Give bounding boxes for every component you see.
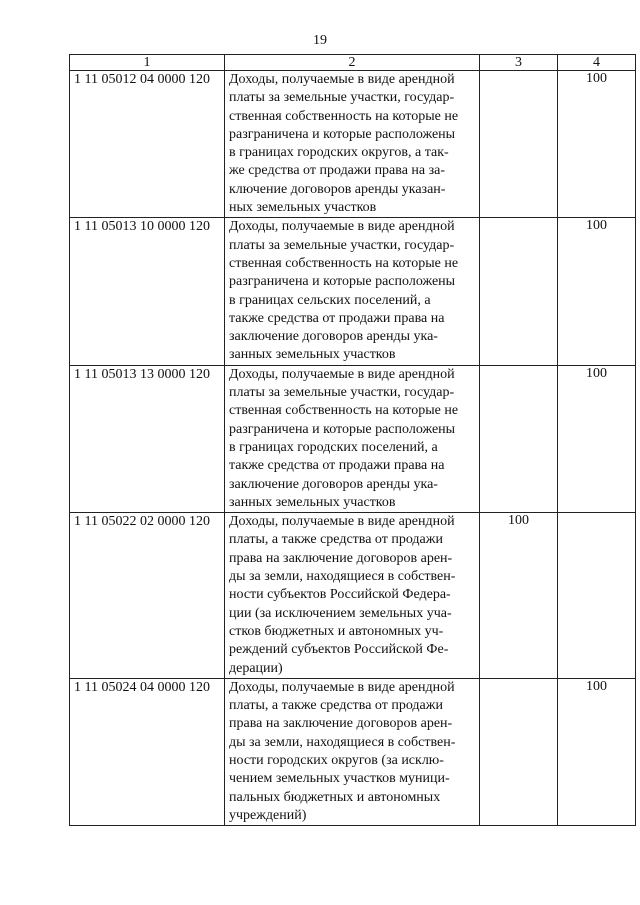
col4-value [558,513,636,679]
description-line: Доходы, получаемые в виде арендной [229,679,455,695]
description-line: ды за земли, находящиеся в собствен- [229,569,456,585]
description-line: ности субъектов Российской Федера- [229,587,451,603]
header-cell-4: 4 [558,55,636,71]
description-line: ственная собственность на которые не [229,108,459,124]
revenue-description [225,71,480,218]
revenue-description [225,218,480,365]
col4-value: 100 [558,365,636,512]
description-line: учреждений) [229,807,307,823]
description-line: в границах городских поселений, а [229,439,438,455]
description-line: занных земельных участков [229,494,396,510]
table-row [70,678,636,825]
table-body [70,71,636,826]
description-line: ции (за исключением земельных уча- [229,605,452,621]
description-line: ды за земли, находящиеся в собствен- [229,734,456,750]
description-line: ключение договоров аренды указан- [229,181,446,197]
description-line: Доходы, получаемые в виде арендной [229,72,455,87]
col3-value [480,71,558,218]
description-line: права на заключение договоров арен- [229,716,453,732]
revenue-code: 1 11 05013 13 0000 120 [70,365,225,512]
revenue-description [225,678,480,825]
col3-value: 100 [480,513,558,679]
description-line: стков бюджетных и автономных уч- [229,623,444,639]
header-cell-2: 2 [225,55,480,71]
description-line: платы, а также средства от продажи [229,532,443,548]
description-line: ности городских округов (за исклю- [229,752,444,768]
revenue-description [225,513,480,679]
description-line: ственная собственность на которые не [229,403,459,419]
revenue-code: 1 11 05012 04 0000 120 [70,71,225,218]
description-line: разграничена и которые расположены [229,126,456,142]
col4-value: 100 [558,218,636,365]
description-line: Доходы, получаемые в виде арендной [229,514,455,530]
description-line: заключение договоров аренды ука- [229,329,438,345]
description-line: в границах сельских поселений, а [229,292,431,308]
table-header [70,55,636,71]
table-row [70,218,636,365]
description-line: дерации) [229,660,283,676]
description-line: в границах городских округов, а так- [229,145,449,161]
description-line: пальных бюджетных и автономных [229,789,441,805]
description-line: платы за земельные участки, государ- [229,385,455,401]
header-row [70,55,636,71]
header-cell-3: 3 [480,55,558,71]
col3-value [480,678,558,825]
description-line: разграничена и которые расположены [229,421,456,437]
col4-value: 100 [558,71,636,218]
budget-table [69,54,636,826]
description-line: заключение договоров аренды ука- [229,476,438,492]
description-line: также средства от продажи права на [229,458,445,474]
description-line: права на заключение договоров арен- [229,550,453,566]
revenue-code: 1 11 05024 04 0000 120 [70,678,225,825]
description-line: же средства от продажи права на за- [229,163,446,179]
description-line: Доходы, получаемые в виде арендной [229,219,455,235]
description-line: разграничена и которые расположены [229,274,456,290]
col3-value [480,218,558,365]
description-line: платы за земельные участки, государ- [229,237,455,253]
description-line: реждений субъектов Российской Фе- [229,642,449,658]
table-row [70,71,636,218]
col3-value [480,365,558,512]
description-line: платы, а также средства от продажи [229,698,443,714]
description-line: занных земельных участков [229,347,396,363]
description-line: платы за земельные участки, государ- [229,90,455,106]
revenue-code: 1 11 05013 10 0000 120 [70,218,225,365]
page-number: 19 [313,33,327,48]
header-cell-1: 1 [70,55,225,71]
description-line: ных земельных участков [229,200,377,216]
description-line: также средства от продажи права на [229,310,445,326]
table-row [70,513,636,679]
col4-value: 100 [558,678,636,825]
revenue-code: 1 11 05022 02 0000 120 [70,513,225,679]
description-line: ственная собственность на которые не [229,255,459,271]
description-line: чением земельных участков муници- [229,771,450,787]
revenue-description [225,365,480,512]
table-row [70,365,636,512]
description-line: Доходы, получаемые в виде арендной [229,366,455,382]
